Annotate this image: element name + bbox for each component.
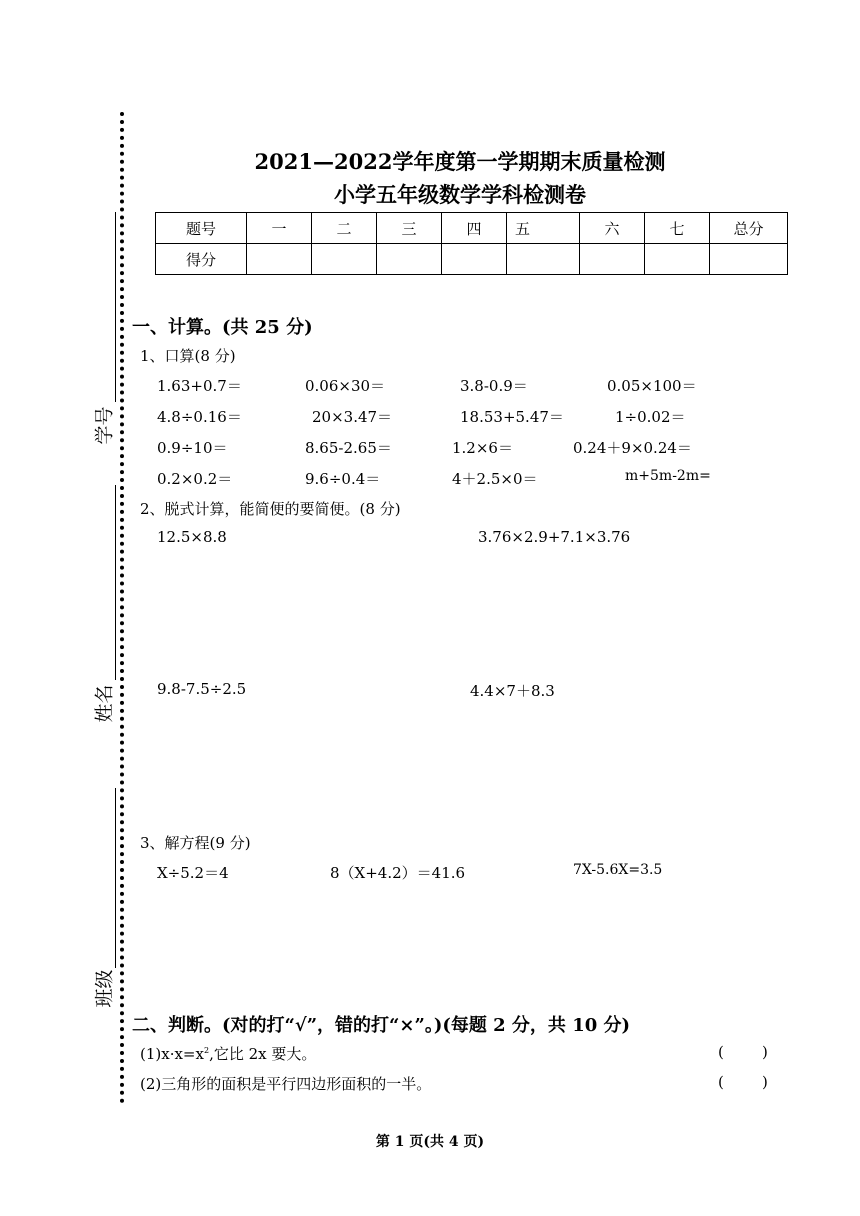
- part2-heading: 2、脱式计算，能简便的要简便。(8 分): [140, 500, 401, 518]
- section1-heading: 一、计算。(共 25 分): [132, 317, 313, 338]
- oral-calc-item: 0.24＋9×0.24＝: [573, 439, 692, 457]
- score-cell: 四: [442, 213, 507, 244]
- oral-calc-item: 18.53+5.47＝: [460, 408, 564, 426]
- judgment-text: 三角形的面积是平行四边形面积的一半。: [161, 1075, 432, 1093]
- judgment-item-2: [140, 1073, 431, 1094]
- oral-calc-item: 4.8÷0.16＝: [157, 408, 242, 426]
- class-label: 班级: [93, 969, 116, 1008]
- oral-calc-item: 20×3.47＝: [312, 408, 393, 426]
- equation-problem: X÷5.2＝4: [157, 864, 229, 882]
- oral-calc-item: 0.9÷10＝: [157, 439, 228, 457]
- binding-dotted-line: [120, 112, 124, 1104]
- score-entry-cell[interactable]: [507, 244, 580, 275]
- score-cell: 总分: [710, 213, 788, 244]
- score-entry-cell[interactable]: [377, 244, 442, 275]
- score-entry-cell[interactable]: [442, 244, 507, 275]
- page-subtitle: 小学五年级数学学科检测卷: [334, 182, 586, 207]
- oral-calc-item: 0.05×100＝: [607, 377, 697, 395]
- oral-calc-item: 0.06×30＝: [305, 377, 386, 395]
- score-cell: 三: [377, 213, 442, 244]
- class-line: [115, 788, 116, 968]
- score-entry-cell[interactable]: [645, 244, 710, 275]
- oral-calc-item: 1.63+0.7＝: [157, 377, 242, 395]
- score-table-score-row: [156, 244, 788, 275]
- oral-calc-item: 9.6÷0.4＝: [305, 470, 381, 488]
- equation-problem: 7X-5.6X=3.5: [573, 862, 663, 878]
- student-id-line: [115, 212, 116, 402]
- part3-heading: 3、解方程(9 分): [140, 834, 251, 852]
- oral-calc-item: m+5m-2m=: [625, 468, 711, 484]
- judgment-number: (2): [140, 1075, 162, 1093]
- page-title: 2021—2022学年度第一学期期末质量检测: [254, 149, 666, 174]
- oral-calc-item: 4＋2.5×0＝: [452, 470, 538, 488]
- score-cell: 七: [645, 213, 710, 244]
- score-cell: 一: [247, 213, 312, 244]
- oral-calc-item: 1.2×6＝: [452, 439, 513, 457]
- answer-parenthesis[interactable]: ( ): [718, 1043, 768, 1061]
- oral-calc-item: 1÷0.02＝: [615, 408, 686, 426]
- judgment-text: x·x=x: [161, 1045, 204, 1063]
- score-table-header-row: [156, 213, 788, 244]
- equation-problem: 8（X+4.2）＝41.6: [330, 864, 466, 882]
- score-cell: 得分: [156, 244, 247, 275]
- score-cell: 题号: [156, 213, 247, 244]
- judgment-text: ,它比 2x 要大。: [209, 1045, 317, 1063]
- score-table: [155, 212, 788, 275]
- name-line: [115, 485, 116, 680]
- exponent: 2: [203, 1046, 210, 1055]
- answer-parenthesis[interactable]: ( ): [718, 1073, 768, 1091]
- score-cell: 五: [507, 213, 580, 244]
- page-number: 第 1 页(共 4 页): [375, 1134, 485, 1150]
- step-calc-problem: 4.4×7＋8.3: [470, 682, 555, 700]
- part1-heading: 1、口算(8 分): [140, 347, 236, 365]
- oral-calc-item: 3.8-0.9＝: [460, 377, 528, 395]
- student-id-label: 学号: [93, 406, 116, 445]
- oral-calc-item: 0.2×0.2＝: [157, 470, 233, 488]
- score-entry-cell[interactable]: [247, 244, 312, 275]
- score-entry-cell[interactable]: [580, 244, 645, 275]
- score-entry-cell[interactable]: [710, 244, 788, 275]
- judgment-number: (1): [140, 1045, 162, 1063]
- name-label: 姓名: [93, 684, 116, 723]
- step-calc-problem: 12.5×8.8: [157, 528, 227, 546]
- score-cell: 二: [312, 213, 377, 244]
- judgment-item-1: [140, 1043, 316, 1064]
- step-calc-problem: 9.8-7.5÷2.5: [157, 680, 247, 698]
- score-entry-cell[interactable]: [312, 244, 377, 275]
- oral-calc-item: 8.65-2.65＝: [305, 439, 392, 457]
- section2-heading: 二、判断。(对的打“√”，错的打“×”。)(每题 2 分，共 10 分): [132, 1015, 631, 1036]
- step-calc-problem: 3.76×2.9+7.1×3.76: [478, 528, 631, 546]
- score-cell: 六: [580, 213, 645, 244]
